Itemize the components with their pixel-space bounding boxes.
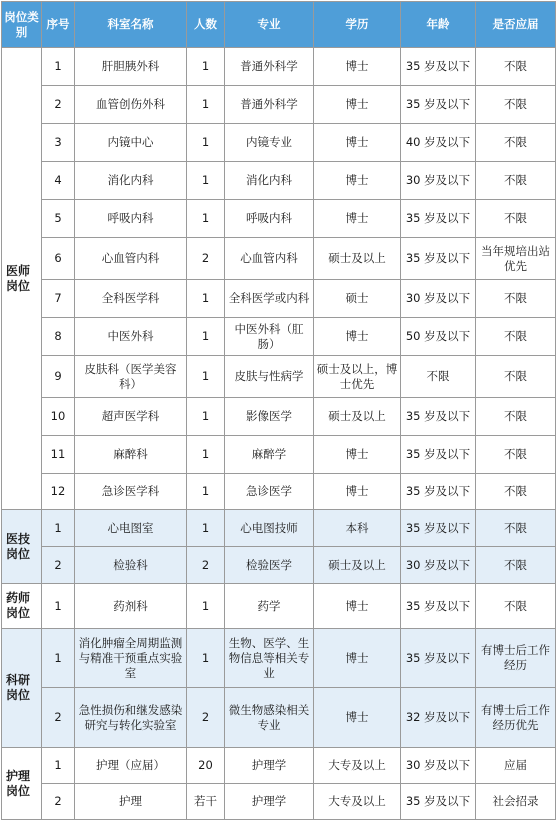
department-name-cell: 药剂科 xyxy=(75,584,187,629)
headcount-cell: 1 xyxy=(187,124,225,162)
table-row xyxy=(2,200,556,238)
row-number-cell: 6 xyxy=(42,238,75,280)
education-cell: 博士 xyxy=(314,318,401,356)
fresh-graduate-cell: 社会招录 xyxy=(476,784,556,820)
headcount-cell: 20 xyxy=(187,748,225,784)
header-fresh-graduate: 是否应届 xyxy=(476,2,556,48)
fresh-graduate-cell: 不限 xyxy=(476,510,556,547)
major-cell: 护理学 xyxy=(225,748,314,784)
department-name-cell: 血管创伤外科 xyxy=(75,86,187,124)
header-count: 人数 xyxy=(187,2,225,48)
department-name-cell: 护理 xyxy=(75,784,187,820)
major-cell: 全科医学或内科 xyxy=(225,280,314,318)
department-name-cell: 全科医学科 xyxy=(75,280,187,318)
education-cell: 硕士及以上 xyxy=(314,238,401,280)
table-row xyxy=(2,688,556,748)
fresh-graduate-cell: 不限 xyxy=(476,162,556,200)
major-cell: 消化内科 xyxy=(225,162,314,200)
education-cell: 博士 xyxy=(314,474,401,510)
category-cell: 护理岗位 xyxy=(2,748,42,820)
fresh-graduate-cell: 不限 xyxy=(476,474,556,510)
header-number: 序号 xyxy=(42,2,75,48)
age-requirement-cell: 40 岁及以下 xyxy=(401,124,476,162)
headcount-cell: 2 xyxy=(187,688,225,748)
table-row xyxy=(2,584,556,629)
department-name-cell: 超声医学科 xyxy=(75,398,187,436)
fresh-graduate-cell: 不限 xyxy=(476,318,556,356)
headcount-cell: 1 xyxy=(187,356,225,398)
table-row xyxy=(2,124,556,162)
fresh-graduate-cell: 不限 xyxy=(476,86,556,124)
row-number-cell: 1 xyxy=(42,748,75,784)
department-name-cell: 麻醉科 xyxy=(75,436,187,474)
education-cell: 硕士 xyxy=(314,280,401,318)
headcount-cell: 1 xyxy=(187,48,225,86)
education-cell: 博士 xyxy=(314,124,401,162)
major-cell: 影像医学 xyxy=(225,398,314,436)
category-cell: 药师岗位 xyxy=(2,584,42,629)
row-number-cell: 12 xyxy=(42,474,75,510)
fresh-graduate-cell: 不限 xyxy=(476,547,556,584)
headcount-cell: 1 xyxy=(187,86,225,124)
row-number-cell: 1 xyxy=(42,629,75,688)
headcount-cell: 1 xyxy=(187,318,225,356)
age-requirement-cell: 30 岁及以下 xyxy=(401,162,476,200)
headcount-cell: 1 xyxy=(187,280,225,318)
fresh-graduate-cell: 不限 xyxy=(476,356,556,398)
headcount-cell: 1 xyxy=(187,584,225,629)
category-cell: 医师岗位 xyxy=(2,48,42,510)
table-row xyxy=(2,238,556,280)
fresh-graduate-cell: 不限 xyxy=(476,124,556,162)
age-requirement-cell: 50 岁及以下 xyxy=(401,318,476,356)
headcount-cell: 1 xyxy=(187,474,225,510)
table-row xyxy=(2,784,556,820)
major-cell: 普通外科学 xyxy=(225,48,314,86)
education-cell: 博士 xyxy=(314,200,401,238)
major-cell: 检验医学 xyxy=(225,547,314,584)
table-row xyxy=(2,162,556,200)
major-cell: 急诊医学 xyxy=(225,474,314,510)
row-number-cell: 5 xyxy=(42,200,75,238)
department-name-cell: 消化内科 xyxy=(75,162,187,200)
fresh-graduate-cell: 不限 xyxy=(476,584,556,629)
age-requirement-cell: 35 岁及以下 xyxy=(401,584,476,629)
major-cell: 麻醉学 xyxy=(225,436,314,474)
department-name-cell: 内镜中心 xyxy=(75,124,187,162)
row-number-cell: 2 xyxy=(42,784,75,820)
major-cell: 普通外科学 xyxy=(225,86,314,124)
age-requirement-cell: 35 岁及以下 xyxy=(401,436,476,474)
fresh-graduate-cell: 不限 xyxy=(476,398,556,436)
education-cell: 硕士及以上，博士优先 xyxy=(314,356,401,398)
department-name-cell: 皮肤科（医学美容科） xyxy=(75,356,187,398)
age-requirement-cell: 30 岁及以下 xyxy=(401,748,476,784)
major-cell: 心血管内科 xyxy=(225,238,314,280)
table-row xyxy=(2,510,556,547)
category-cell: 科研岗位 xyxy=(2,629,42,748)
education-cell: 博士 xyxy=(314,48,401,86)
table-row xyxy=(2,398,556,436)
education-cell: 本科 xyxy=(314,510,401,547)
major-cell: 中医外科（肛肠） xyxy=(225,318,314,356)
department-name-cell: 检验科 xyxy=(75,547,187,584)
header-category: 岗位类别 xyxy=(2,2,42,48)
age-requirement-cell: 35 岁及以下 xyxy=(401,86,476,124)
department-name-cell: 护理（应届） xyxy=(75,748,187,784)
table-row xyxy=(2,318,556,356)
row-number-cell: 10 xyxy=(42,398,75,436)
fresh-graduate-cell: 不限 xyxy=(476,436,556,474)
category-cell: 医技岗位 xyxy=(2,510,42,584)
age-requirement-cell: 不限 xyxy=(401,356,476,398)
table-row xyxy=(2,48,556,86)
row-number-cell: 9 xyxy=(42,356,75,398)
major-cell: 内镜专业 xyxy=(225,124,314,162)
age-requirement-cell: 30 岁及以下 xyxy=(401,547,476,584)
headcount-cell: 1 xyxy=(187,398,225,436)
major-cell: 生物、医学、生物信息等相关专业 xyxy=(225,629,314,688)
major-cell: 药学 xyxy=(225,584,314,629)
education-cell: 博士 xyxy=(314,688,401,748)
headcount-cell: 2 xyxy=(187,238,225,280)
fresh-graduate-cell: 当年规培出站优先 xyxy=(476,238,556,280)
age-requirement-cell: 32 岁及以下 xyxy=(401,688,476,748)
department-name-cell: 中医外科 xyxy=(75,318,187,356)
major-cell: 心电图技师 xyxy=(225,510,314,547)
headcount-cell: 1 xyxy=(187,629,225,688)
headcount-cell: 1 xyxy=(187,162,225,200)
row-number-cell: 1 xyxy=(42,510,75,547)
fresh-graduate-cell: 应届 xyxy=(476,748,556,784)
row-number-cell: 7 xyxy=(42,280,75,318)
header-age: 年龄 xyxy=(401,2,476,48)
education-cell: 博士 xyxy=(314,584,401,629)
headcount-cell: 2 xyxy=(187,547,225,584)
age-requirement-cell: 35 岁及以下 xyxy=(401,398,476,436)
table-row xyxy=(2,474,556,510)
age-requirement-cell: 35 岁及以下 xyxy=(401,200,476,238)
age-requirement-cell: 35 岁及以下 xyxy=(401,629,476,688)
row-number-cell: 2 xyxy=(42,86,75,124)
major-cell: 微生物感染相关专业 xyxy=(225,688,314,748)
fresh-graduate-cell: 不限 xyxy=(476,48,556,86)
department-name-cell: 心血管内科 xyxy=(75,238,187,280)
education-cell: 博士 xyxy=(314,629,401,688)
fresh-graduate-cell: 不限 xyxy=(476,200,556,238)
major-cell: 皮肤与性病学 xyxy=(225,356,314,398)
department-name-cell: 肝胆胰外科 xyxy=(75,48,187,86)
fresh-graduate-cell: 有博士后工作经历 xyxy=(476,629,556,688)
fresh-graduate-cell: 不限 xyxy=(476,280,556,318)
row-number-cell: 2 xyxy=(42,547,75,584)
education-cell: 博士 xyxy=(314,86,401,124)
department-name-cell: 急诊医学科 xyxy=(75,474,187,510)
header-major: 专业 xyxy=(225,2,314,48)
row-number-cell: 11 xyxy=(42,436,75,474)
age-requirement-cell: 35 岁及以下 xyxy=(401,238,476,280)
row-number-cell: 4 xyxy=(42,162,75,200)
row-number-cell: 1 xyxy=(42,48,75,86)
department-name-cell: 呼吸内科 xyxy=(75,200,187,238)
table-row xyxy=(2,280,556,318)
education-cell: 硕士及以上 xyxy=(314,398,401,436)
header-department: 科室名称 xyxy=(75,2,187,48)
education-cell: 博士 xyxy=(314,436,401,474)
age-requirement-cell: 30 岁及以下 xyxy=(401,280,476,318)
education-cell: 大专及以上 xyxy=(314,784,401,820)
major-cell: 护理学 xyxy=(225,784,314,820)
table-row xyxy=(2,629,556,688)
education-cell: 大专及以上 xyxy=(314,748,401,784)
recruitment-table xyxy=(1,1,556,820)
table-row xyxy=(2,356,556,398)
age-requirement-cell: 35 岁及以下 xyxy=(401,510,476,547)
row-number-cell: 1 xyxy=(42,584,75,629)
headcount-cell: 1 xyxy=(187,200,225,238)
education-cell: 硕士及以上 xyxy=(314,547,401,584)
header-row xyxy=(2,2,556,48)
table-row xyxy=(2,547,556,584)
header-education: 学历 xyxy=(314,2,401,48)
fresh-graduate-cell: 有博士后工作经历优先 xyxy=(476,688,556,748)
table-row xyxy=(2,748,556,784)
department-name-cell: 急性损伤和继发感染研究与转化实验室 xyxy=(75,688,187,748)
row-number-cell: 2 xyxy=(42,688,75,748)
age-requirement-cell: 35 岁及以下 xyxy=(401,784,476,820)
department-name-cell: 心电图室 xyxy=(75,510,187,547)
table-row xyxy=(2,86,556,124)
age-requirement-cell: 35 岁及以下 xyxy=(401,48,476,86)
age-requirement-cell: 35 岁及以下 xyxy=(401,474,476,510)
department-name-cell: 消化肿瘤全周期监测与精准干预重点实验室 xyxy=(75,629,187,688)
education-cell: 博士 xyxy=(314,162,401,200)
row-number-cell: 8 xyxy=(42,318,75,356)
headcount-cell: 1 xyxy=(187,510,225,547)
headcount-cell: 1 xyxy=(187,436,225,474)
headcount-cell: 若干 xyxy=(187,784,225,820)
row-number-cell: 3 xyxy=(42,124,75,162)
table-row xyxy=(2,436,556,474)
table-body xyxy=(2,48,556,820)
major-cell: 呼吸内科 xyxy=(225,200,314,238)
